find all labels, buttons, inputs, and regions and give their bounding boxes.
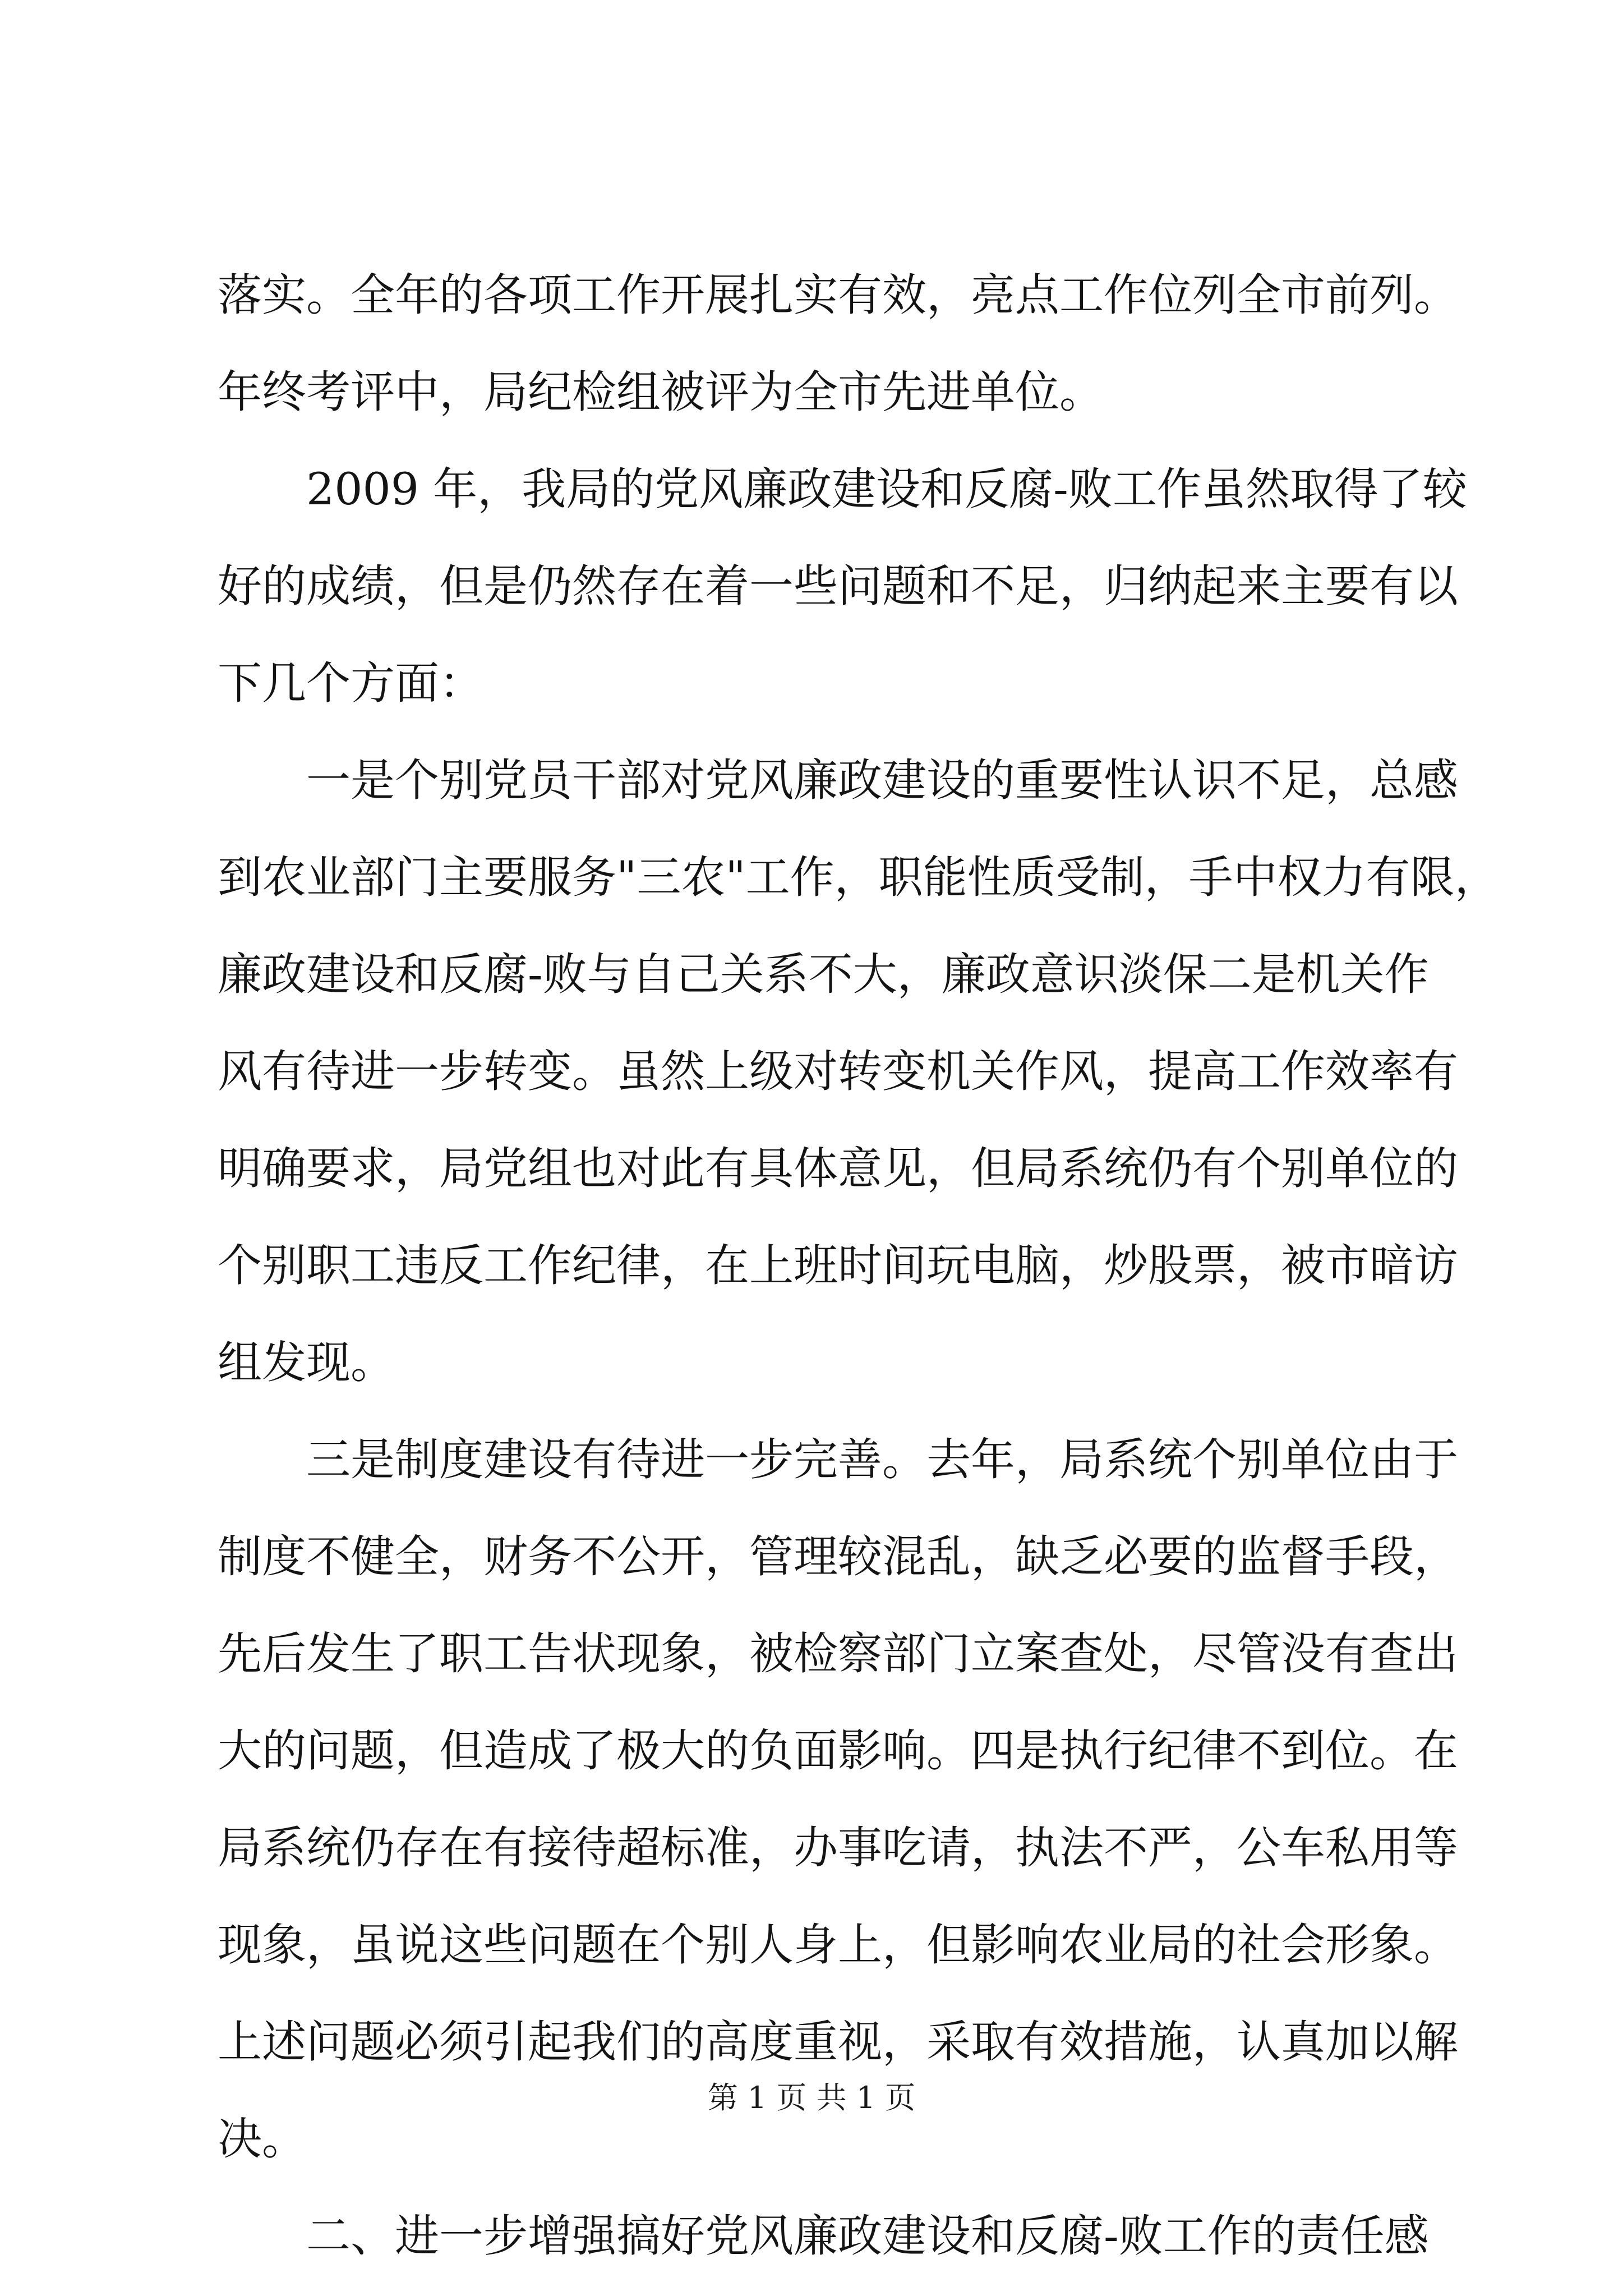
text-line: 上述问题必须引起我们的高度重视，采取有效措施，认真加以解	[218, 2016, 1458, 2068]
text-line: 2009 年，我局的党风廉政建设和反腐-败工作虽然取得了较	[306, 463, 1467, 515]
text-line: 风有待进一步转变。虽然上级对转变机关作风，提高工作效率有	[218, 1046, 1458, 1097]
text-line: 廉政建设和反腐-败与自己关系不大，廉政意识淡保二是机关作	[218, 949, 1429, 1000]
text-line: 一是个别党员干部对党风廉政建设的重要性认识不足，总感	[306, 754, 1458, 806]
text-line: 组发现。	[218, 1337, 395, 1388]
text-line: 年终考评中，局纪检组被评为全市先进单位。	[218, 366, 1104, 418]
text-line: 落实。全年的各项工作开展扎实有效，亮点工作位列全市前列。	[218, 269, 1458, 321]
text-line: 局系统仍存在有接待超标准，办事吃请，执法不严，公车私用等	[218, 1822, 1458, 1874]
text-line: 好的成绩，但是仍然存在着一些问题和不足，归纳起来主要有以	[218, 560, 1458, 612]
text-line: 大的问题，但造成了极大的负面影响。四是执行纪律不到位。在	[218, 1725, 1458, 1777]
text-line: 现象，虽说这些问题在个别人身上，但影响农业局的社会形象。	[218, 1919, 1458, 1971]
text-line: 先后发生了职工告状现象，被检察部门立案查处，尽管没有查出	[218, 1628, 1458, 1680]
text-line: 制度不健全，财务不公开，管理较混乱，缺乏必要的监督手段，	[218, 1531, 1458, 1582]
text-line: 个别职工违反工作纪律，在上班时间玩电脑，炒股票，被市暗访	[218, 1240, 1458, 1291]
text-line: 到农业部门主要服务"三农"工作，职能性质受制，手中权力有限，	[218, 852, 1499, 903]
text-line: 决。	[218, 2113, 306, 2165]
text-line: 下几个方面：	[218, 657, 483, 709]
page-footer: 第 1 页 共 1 页	[707, 2080, 916, 2115]
text-line: 三是制度建设有待进一步完善。去年，局系统个别单位由于	[306, 1434, 1458, 1485]
text-line: 二、进一步增强搞好党风廉政建设和反腐-败工作的责任感	[306, 2210, 1429, 2262]
body-text	[218, 247, 1499, 2285]
text-line: 明确要求，局党组也对此有具体意见，但局系统仍有个别单位的	[218, 1143, 1458, 1194]
